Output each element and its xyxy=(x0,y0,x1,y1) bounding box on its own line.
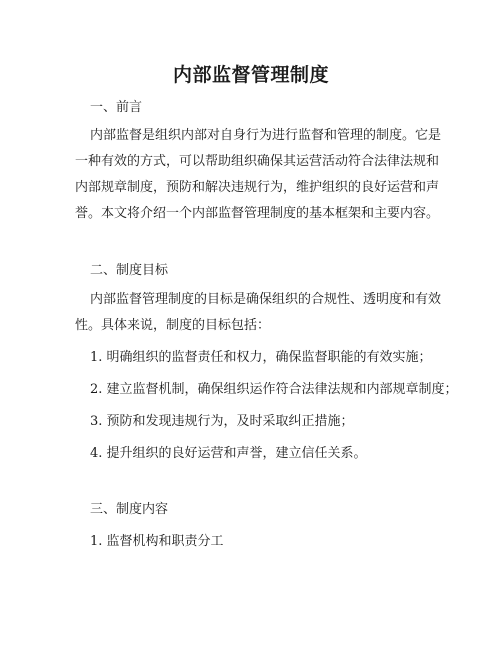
objectives-list-item: 2. 建立监督机制，确保组织运作符合法律法规和内部规章制度； xyxy=(90,382,458,397)
preface-paragraph-line: 誉。本文将介绍一个内部监督管理制度的基本框架和主要内容。 xyxy=(75,206,440,221)
section-heading-objectives: 二、制度目标 xyxy=(90,263,169,278)
objectives-paragraph-line: 性。具体来说，制度的目标包括： xyxy=(75,318,271,333)
preface-paragraph-line: 内部规章制度，预防和解决违规行为，维护组织的良好运营和声 xyxy=(75,180,440,195)
preface-paragraph-line: 内部监督是组织内部对自身行为进行监督和管理的制度。它是 xyxy=(90,128,442,143)
document-title: 内部监督管理制度 xyxy=(172,64,329,86)
section-heading-preface: 一、前言 xyxy=(90,100,143,115)
objectives-list-item: 4. 提升组织的良好运营和声誉，建立信任关系。 xyxy=(90,446,367,461)
section-heading-content: 三、制度内容 xyxy=(90,502,169,517)
objectives-list-item: 1. 明确组织的监督责任和权力，确保监督职能的有效实施； xyxy=(90,350,432,365)
preface-paragraph-line: 一种有效的方式，可以帮助组织确保其运营活动符合法律法规和 xyxy=(75,154,440,169)
objectives-paragraph-line: 内部监督管理制度的目标是确保组织的合规性、透明度和有效 xyxy=(90,292,442,307)
objectives-list-item: 3. 预防和发现违规行为，及时采取纠正措施； xyxy=(90,414,354,429)
content-list-item: 1. 监督机构和职责分工 xyxy=(90,534,224,549)
